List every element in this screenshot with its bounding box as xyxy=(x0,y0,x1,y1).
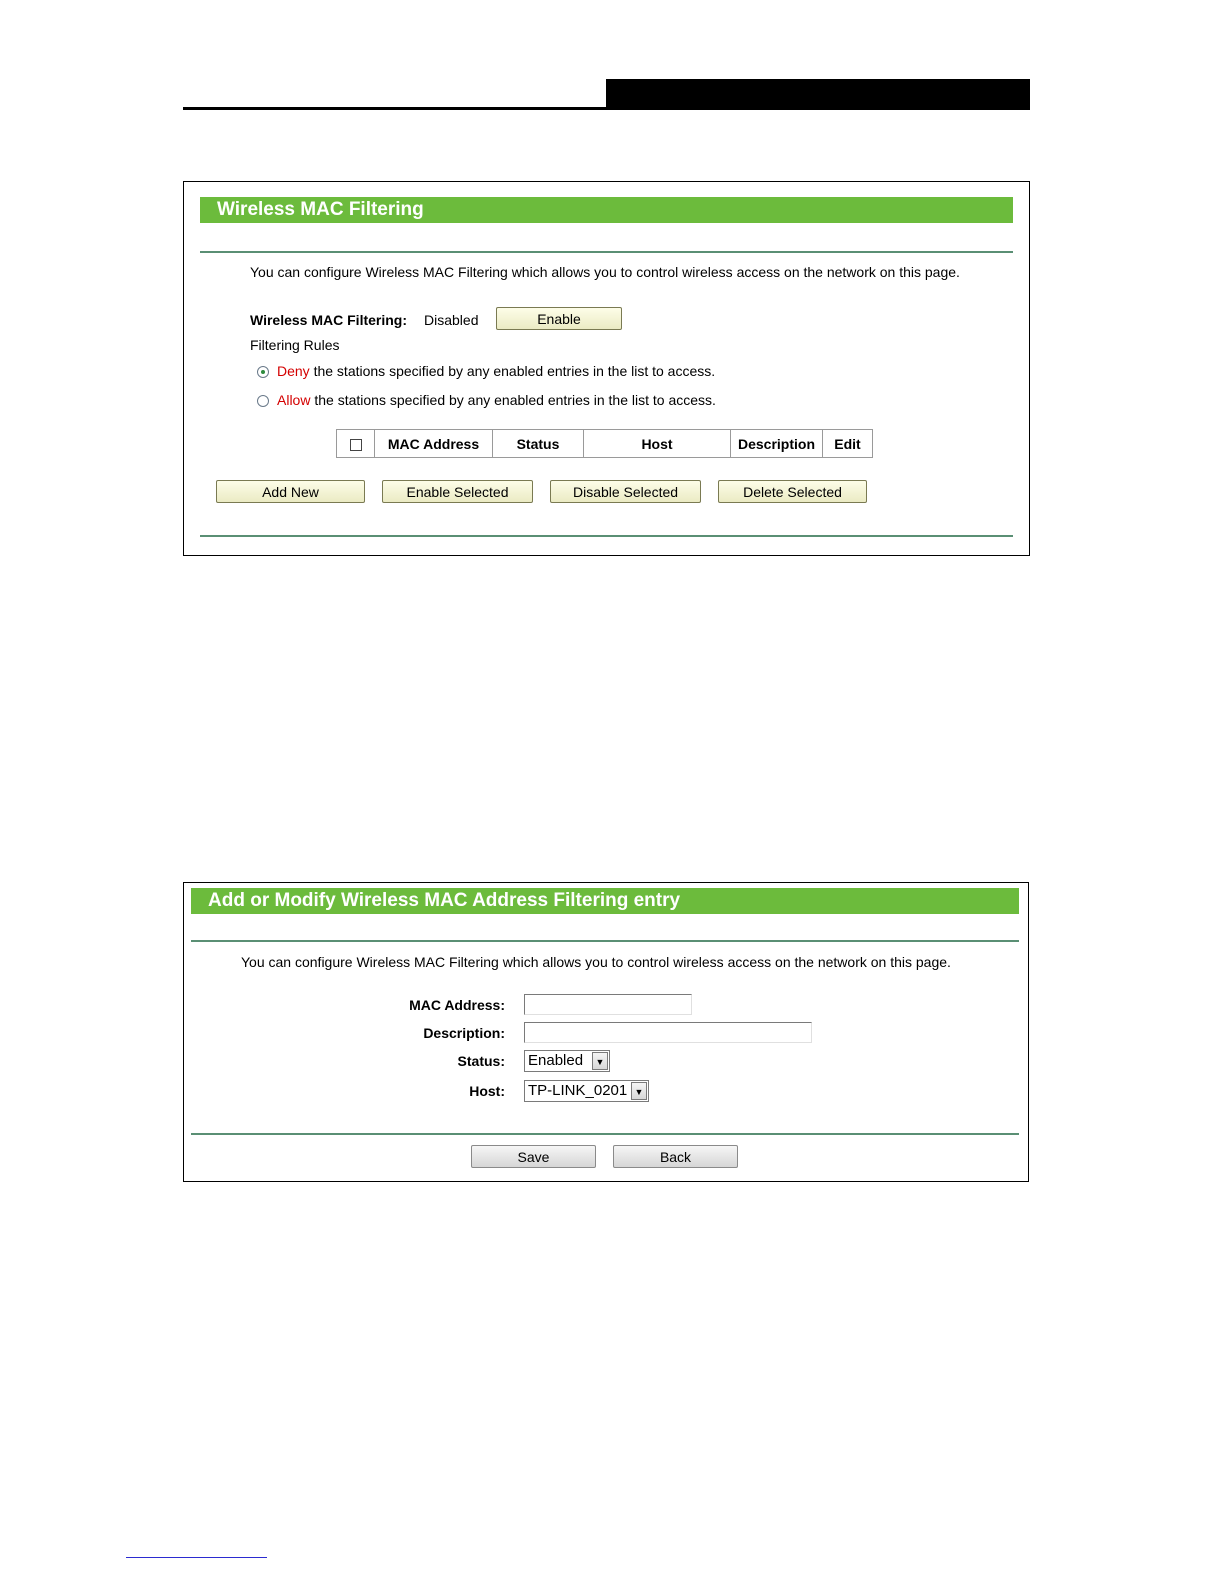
footer-link-underline xyxy=(126,1557,267,1558)
table-header-row xyxy=(337,430,873,458)
save-button[interactable]: Save xyxy=(471,1145,596,1168)
wireless-mac-filtering-panel xyxy=(183,181,1030,556)
enable-selected-button[interactable]: Enable Selected xyxy=(382,480,533,503)
col-edit: Edit xyxy=(823,430,873,458)
host-selected-value: TP-LINK_0201 xyxy=(528,1082,628,1099)
deny-radio[interactable] xyxy=(257,366,269,378)
back-button[interactable]: Back xyxy=(613,1145,738,1168)
allow-radio[interactable] xyxy=(257,395,269,407)
mac-address-label: MAC Address: xyxy=(409,997,505,1013)
panel-title: Wireless MAC Filtering xyxy=(200,197,1013,223)
divider-top xyxy=(191,940,1019,942)
description-label: Description: xyxy=(423,1025,505,1041)
col-host: Host xyxy=(584,430,731,458)
select-all-cell xyxy=(337,430,375,458)
col-status: Status xyxy=(493,430,584,458)
filtering-status: Disabled xyxy=(424,312,479,328)
mac-filter-table xyxy=(336,429,873,458)
mac-address-input[interactable] xyxy=(524,994,692,1015)
allow-rule xyxy=(277,392,716,408)
intro-text: You can configure Wireless MAC Filtering which allows you to control wireless access on the network on this page. xyxy=(241,954,951,970)
host-label: Host: xyxy=(469,1083,505,1099)
document-header-rule xyxy=(183,107,1030,110)
enable-button[interactable]: Enable xyxy=(496,307,622,330)
deny-rule-text: the stations specified by any enabled entries in the list to access. xyxy=(313,363,716,379)
description-input[interactable] xyxy=(524,1022,812,1043)
chevron-down-icon[interactable]: ▼ xyxy=(592,1052,608,1070)
filtering-label: Wireless MAC Filtering: xyxy=(250,312,408,328)
document-header-bar xyxy=(606,79,1030,110)
divider-bottom xyxy=(191,1133,1019,1135)
divider-bottom xyxy=(200,535,1013,537)
select-all-checkbox[interactable] xyxy=(350,439,362,451)
host-select[interactable] xyxy=(524,1080,649,1102)
add-new-button[interactable]: Add New xyxy=(216,480,365,503)
deny-keyword: Deny xyxy=(277,363,310,379)
deny-rule xyxy=(277,363,715,379)
chevron-down-icon[interactable]: ▼ xyxy=(631,1082,647,1100)
col-mac-address: MAC Address xyxy=(375,430,493,458)
divider-top xyxy=(200,251,1013,253)
status-select[interactable] xyxy=(524,1050,610,1072)
allow-keyword: Allow xyxy=(277,392,311,408)
add-modify-entry-panel xyxy=(183,882,1029,1182)
disable-selected-button[interactable]: Disable Selected xyxy=(550,480,701,503)
col-description: Description xyxy=(731,430,823,458)
filtering-rules-label: Filtering Rules xyxy=(250,337,340,353)
status-label: Status: xyxy=(457,1053,505,1069)
panel-title: Add or Modify Wireless MAC Address Filtering entry xyxy=(191,888,1019,914)
intro-text: You can configure Wireless MAC Filtering which allows you to control wireless access on the network on this page. xyxy=(250,264,960,280)
status-selected-value: Enabled xyxy=(528,1052,584,1069)
delete-selected-button[interactable]: Delete Selected xyxy=(718,480,867,503)
allow-rule-text: the stations specified by any enabled entries in the list to access. xyxy=(314,392,716,408)
